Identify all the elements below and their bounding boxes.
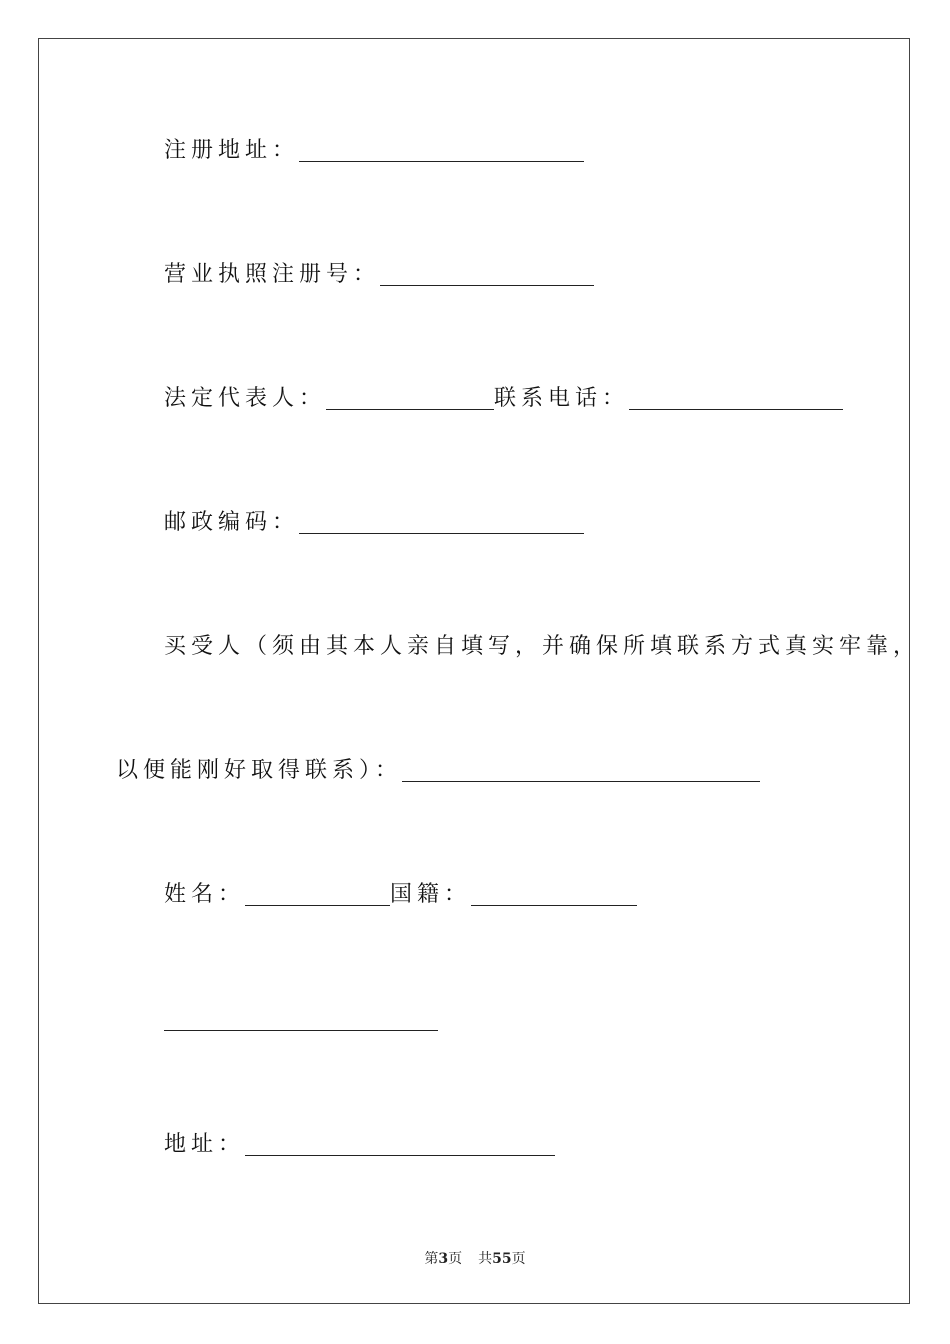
page-suffix: 页 <box>448 1251 463 1267</box>
phone-label: 联系电话： <box>494 386 630 411</box>
name-nationality-row <box>164 880 637 910</box>
business-license-field[interactable] <box>380 263 594 286</box>
business-license-label: 营业执照注册号： <box>164 262 381 287</box>
page-footer <box>0 1248 950 1268</box>
postal-code-label: 邮政编码： <box>164 510 300 535</box>
total-suffix: 页 <box>511 1251 526 1267</box>
address-label: 地址： <box>164 1132 246 1157</box>
registered-address-field[interactable] <box>299 139 584 162</box>
legal-rep-row <box>164 384 843 414</box>
registered-address-label: 注册地址： <box>164 138 300 163</box>
page-prefix: 第 <box>424 1251 439 1267</box>
name-field[interactable] <box>245 883 390 906</box>
registered-address-row <box>164 136 584 166</box>
buyer-paragraph-line1 <box>164 632 920 662</box>
business-license-row <box>164 260 594 290</box>
current-page-number: 3 <box>438 1251 449 1267</box>
legal-rep-label: 法定代表人： <box>164 386 327 411</box>
buyer-paragraph-text-2: 以便能刚好取得联系）： <box>116 758 403 783</box>
buyer-paragraph-line2 <box>116 756 760 786</box>
legal-rep-field[interactable] <box>326 387 494 410</box>
total-pages-number: 55 <box>492 1251 512 1267</box>
nationality-label: 国籍： <box>390 882 472 907</box>
total-prefix: 共 <box>478 1251 493 1267</box>
name-label: 姓名： <box>164 882 246 907</box>
page-frame <box>38 38 910 1304</box>
address-field[interactable] <box>245 1133 555 1156</box>
nationality-field[interactable] <box>471 883 637 906</box>
phone-field[interactable] <box>629 387 843 410</box>
postal-code-field[interactable] <box>299 511 584 534</box>
extra-blank-field[interactable] <box>164 1029 438 1031</box>
buyer-paragraph-text-1: 买受人（须由其本人亲自填写，并确保所填联系方式真实牢靠， <box>164 634 921 659</box>
buyer-field[interactable] <box>402 759 760 782</box>
address-row <box>164 1130 555 1160</box>
postal-code-row <box>164 508 584 538</box>
